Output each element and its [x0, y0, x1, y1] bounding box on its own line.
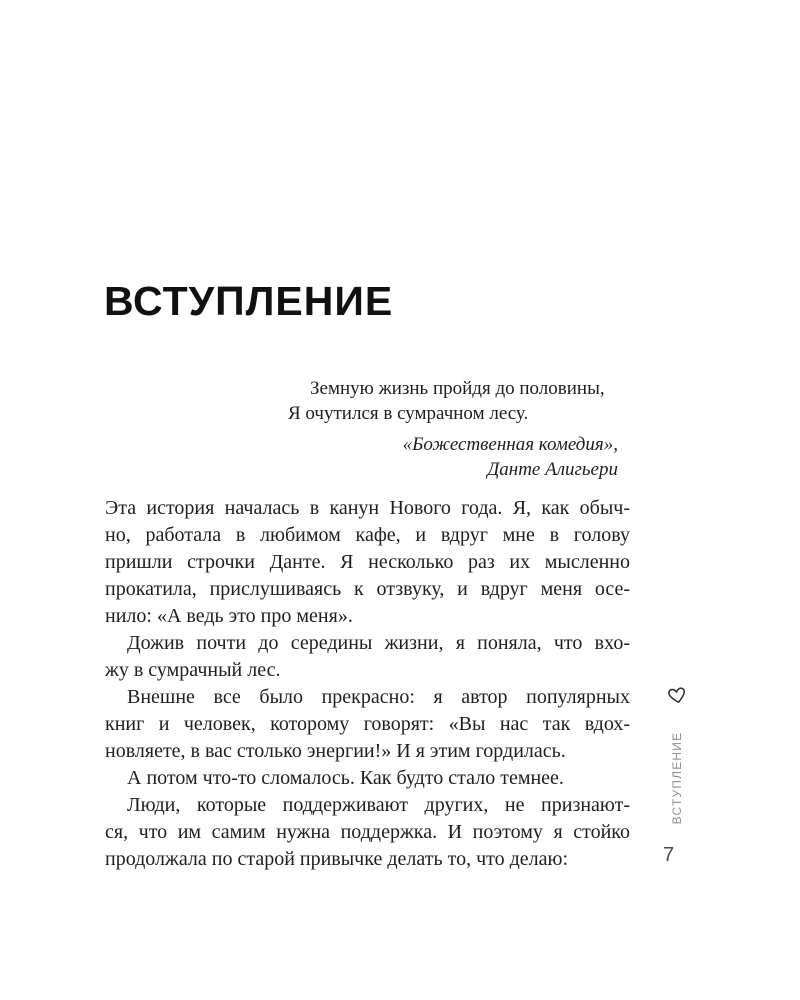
paragraph [105, 792, 630, 873]
epigraph-attribution-line: Данте Алигьери [487, 459, 618, 480]
heart-icon [663, 681, 691, 709]
paragraph [105, 684, 630, 765]
epigraph-verse-line: Земную жизнь пройдя до половины, [310, 378, 605, 399]
body-line: жу в сумрачный лес. [105, 659, 281, 681]
epigraph-attribution [288, 432, 618, 482]
epigraph [288, 376, 618, 482]
body-line: нило: «А ведь это про меня». [105, 605, 353, 627]
body-line: Эта история началась в канун Нового года. Я, как обыч- [105, 497, 630, 519]
running-title: ВСТУПЛЕНИЕ [670, 731, 684, 825]
epigraph-attribution-line: «Божественная комедия», [402, 434, 618, 455]
body-line: новляете, в вас столько энергии!» И я этим гордилась. [105, 740, 566, 762]
body-line: Люди, которые поддерживают других, не признают- [127, 794, 630, 816]
epigraph-verse-line: Я очутился в сумрачном лесу. [288, 403, 529, 424]
body-text [105, 495, 630, 873]
body-line: ся, что им самим нужна поддержка. И поэтому я стойко [105, 821, 630, 843]
body-line: но, работала в любимом кафе, и вдруг мне в голову [105, 524, 630, 546]
paragraph [105, 630, 630, 684]
body-line: книг и человек, которому говорят: «Вы нас так вдох- [105, 713, 630, 735]
paragraph [105, 765, 630, 792]
body-line: Дожив почти до середины жизни, я поняла, что вхо- [127, 632, 630, 654]
body-line: А потом что-то сломалось. Как будто стало темнее. [127, 767, 564, 789]
body-line: Внешне все было прекрасно: я автор популярных [127, 686, 630, 708]
body-line: продолжала по старой привычке делать то, что делаю: [105, 848, 569, 870]
body-line: прокатила, прислушиваясь к отзвуку, и вдруг меня осе- [105, 578, 630, 600]
page-number: 7 [663, 844, 675, 866]
paragraph [105, 495, 630, 630]
epigraph-verse [288, 376, 618, 426]
chapter-title: ВСТУПЛЕНИЕ [104, 278, 394, 324]
body-line: пришли строчки Данте. Я несколько раз их мысленно [105, 551, 630, 573]
